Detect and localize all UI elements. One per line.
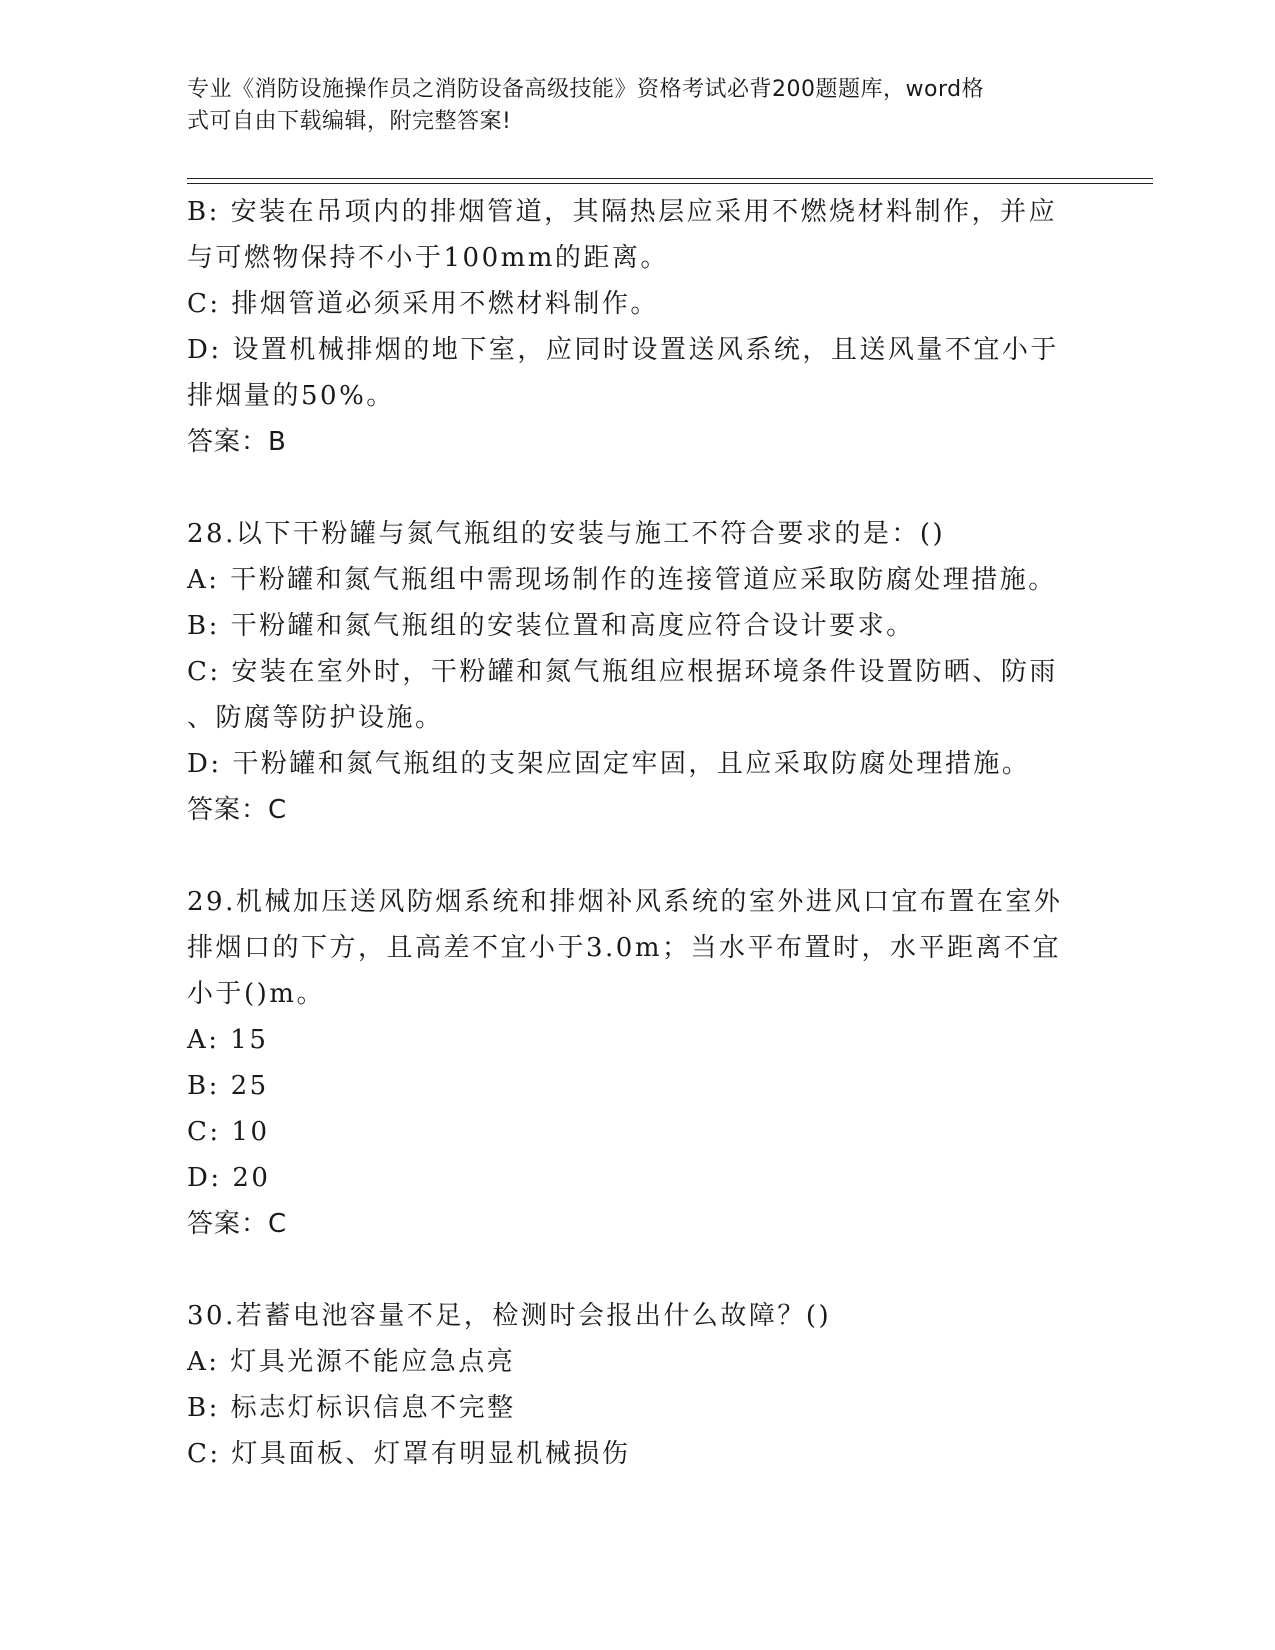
question-text: 30.若蓄电池容量不足，检测时会报出什么故障？() (187, 1301, 832, 1331)
option-c: C: 10 (187, 1117, 270, 1147)
option-d-line-1: D: 设置机械排烟的地下室，应同时设置送风系统，且送风量不宜小于 (187, 335, 1059, 365)
question-list (187, 189, 1087, 1477)
question-27-continued (187, 189, 1087, 465)
option-a: A: 灯具光源不能应急点亮 (187, 1347, 516, 1377)
option-a: A: 干粉罐和氮气瓶组中需现场制作的连接管道应采取防腐处理措施。 (187, 565, 1057, 595)
spacer (187, 833, 1087, 879)
option-b: B: 干粉罐和氮气瓶组的安装位置和高度应符合设计要求。 (187, 611, 915, 641)
option-c: C: 灯具面板、灯罩有明显机械损伤 (187, 1439, 631, 1469)
option-b: B: 标志灯标识信息不完整 (187, 1393, 516, 1423)
option-d: D: 干粉罐和氮气瓶组的支架应固定牢固，且应采取防腐处理措施。 (187, 749, 1031, 779)
option-b: B: 25 (187, 1071, 269, 1101)
question-29 (187, 879, 1087, 1247)
question-30 (187, 1293, 1087, 1477)
question-text: 28.以下干粉罐与氮气瓶组的安装与施工不符合要求的是：() (187, 519, 946, 549)
header-line-1: 专业《消防设施操作员之消防设备高级技能》资格考试必背200题题库，word格 (187, 77, 985, 102)
spacer (187, 1247, 1087, 1293)
answer: 答案：B (187, 427, 287, 457)
header-divider-top (187, 178, 1153, 179)
answer: 答案：C (187, 795, 288, 825)
option-c-line-1: C: 安装在室外时，干粉罐和氮气瓶组应根据环境条件设置防晒、防雨 (187, 657, 1058, 687)
option-b-line-1: B: 安装在吊项内的排烟管道，其隔热层应采用不燃烧材料制作，并应 (187, 197, 1058, 227)
header-divider-bottom (187, 183, 1153, 184)
question-text-line-2: 排烟口的下方，且高差不宜小于3.0m；当水平布置时，水平距离不宜 (187, 933, 1062, 963)
question-text-line-3: 小于()m。 (187, 979, 325, 1009)
spacer (187, 465, 1087, 511)
header-line-2: 式可自由下载编辑，附完整答案! (187, 109, 512, 134)
option-c-line-2: 、防腐等防护设施。 (187, 703, 444, 733)
question-28 (187, 511, 1087, 833)
answer: 答案：C (187, 1209, 288, 1239)
document-header (187, 74, 1067, 138)
option-c: C: 排烟管道必须采用不燃材料制作。 (187, 289, 659, 319)
option-b-line-2: 与可燃物保持不小于100mm的距离。 (187, 243, 669, 273)
option-d-line-2: 排烟量的50%。 (187, 381, 395, 411)
option-a: A: 15 (187, 1025, 269, 1055)
question-text-line-1: 29.机械加压送风防烟系统和排烟补风系统的室外进风口宜布置在室外 (187, 887, 1063, 917)
option-d: D: 20 (187, 1163, 271, 1193)
